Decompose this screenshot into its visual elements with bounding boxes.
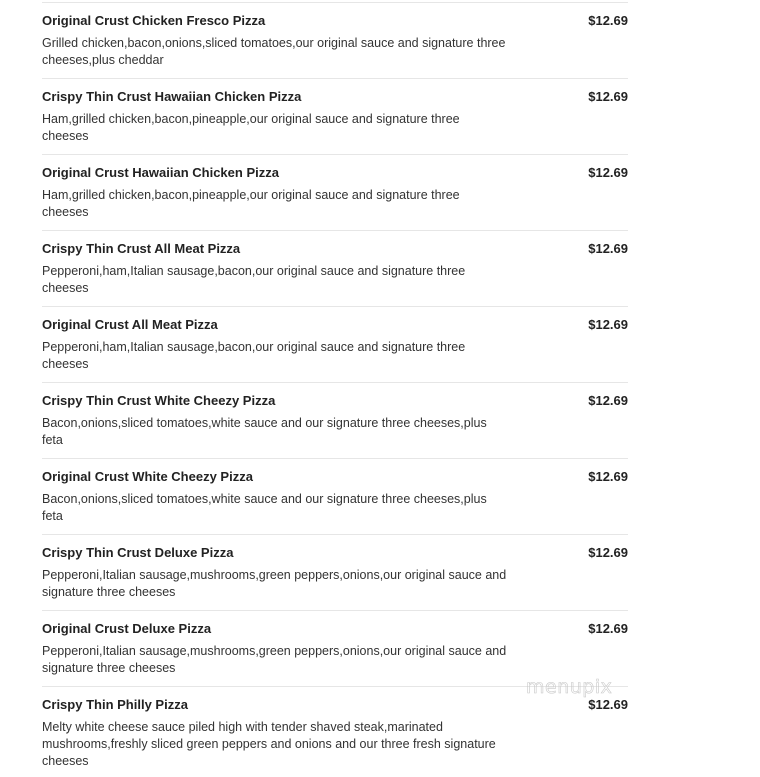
- item-name: Original Crust White Cheezy Pizza: [42, 469, 253, 484]
- item-name: Original Crust Deluxe Pizza: [42, 621, 212, 636]
- item-description: Pepperoni,ham,Italian sausage,bacon,our original sauce and signature three cheeses: [42, 264, 466, 295]
- item-price: $12.69: [588, 469, 628, 484]
- item-price: $12.69: [588, 697, 628, 712]
- menu-item: [42, 79, 628, 155]
- item-price: $12.69: [588, 317, 628, 332]
- item-description: Bacon,onions,sliced tomatoes,white sauce and our signature three cheeses,plus feta: [42, 492, 487, 523]
- menu-item: [42, 3, 628, 79]
- menu-item: [42, 383, 628, 459]
- item-description: Ham,grilled chicken,bacon,pineapple,our original sauce and signature three cheeses: [42, 112, 460, 143]
- item-name: Original Crust Hawaiian Chicken Pizza: [42, 165, 279, 180]
- item-price: $12.69: [588, 393, 628, 408]
- item-price: $12.69: [588, 545, 628, 560]
- item-name: Crispy Thin Crust Hawaiian Chicken Pizza: [42, 89, 302, 104]
- item-description: Pepperoni,Italian sausage,mushrooms,green peppers,onions,our original sauce and signature three cheeses: [42, 568, 507, 599]
- item-name: Original Crust All Meat Pizza: [42, 317, 218, 332]
- item-price: $12.69: [588, 89, 628, 104]
- item-name: Crispy Thin Crust All Meat Pizza: [42, 241, 241, 256]
- item-price: $12.69: [588, 13, 628, 28]
- item-description: Pepperoni,Italian sausage,mushrooms,green peppers,onions,our original sauce and signature three cheeses: [42, 644, 507, 675]
- menu-item: [42, 535, 628, 611]
- menu-item: [42, 687, 628, 777]
- menu-item: [42, 231, 628, 307]
- item-description: Grilled chicken,bacon,onions,sliced tomatoes,our original sauce and signature three cheeses,plus cheddar: [42, 36, 506, 67]
- menu-item: [42, 307, 628, 383]
- item-description: Pepperoni,ham,Italian sausage,bacon,our original sauce and signature three cheeses: [42, 340, 466, 371]
- item-price: $12.69: [588, 241, 628, 256]
- item-description: Melty white cheese sauce piled high with tender shaved steak,marinated mushrooms,freshly sliced green peppers and onions and our three fresh signature cheeses: [42, 720, 496, 768]
- menu-item: [42, 459, 628, 535]
- item-name: Crispy Thin Crust Deluxe Pizza: [42, 545, 234, 560]
- menu-item: [42, 155, 628, 231]
- menupix-watermark: menupix: [526, 676, 613, 698]
- item-name: Crispy Thin Crust White Cheezy Pizza: [42, 393, 276, 408]
- item-description: Ham,grilled chicken,bacon,pineapple,our original sauce and signature three cheeses: [42, 188, 460, 219]
- item-name: Original Crust Chicken Fresco Pizza: [42, 13, 266, 28]
- item-description: Bacon,onions,sliced tomatoes,white sauce and our signature three cheeses,plus feta: [42, 416, 487, 447]
- item-price: $12.69: [588, 165, 628, 180]
- item-price: $12.69: [588, 621, 628, 636]
- item-name: Crispy Thin Philly Pizza: [42, 697, 188, 712]
- menu-list: [42, 2, 628, 777]
